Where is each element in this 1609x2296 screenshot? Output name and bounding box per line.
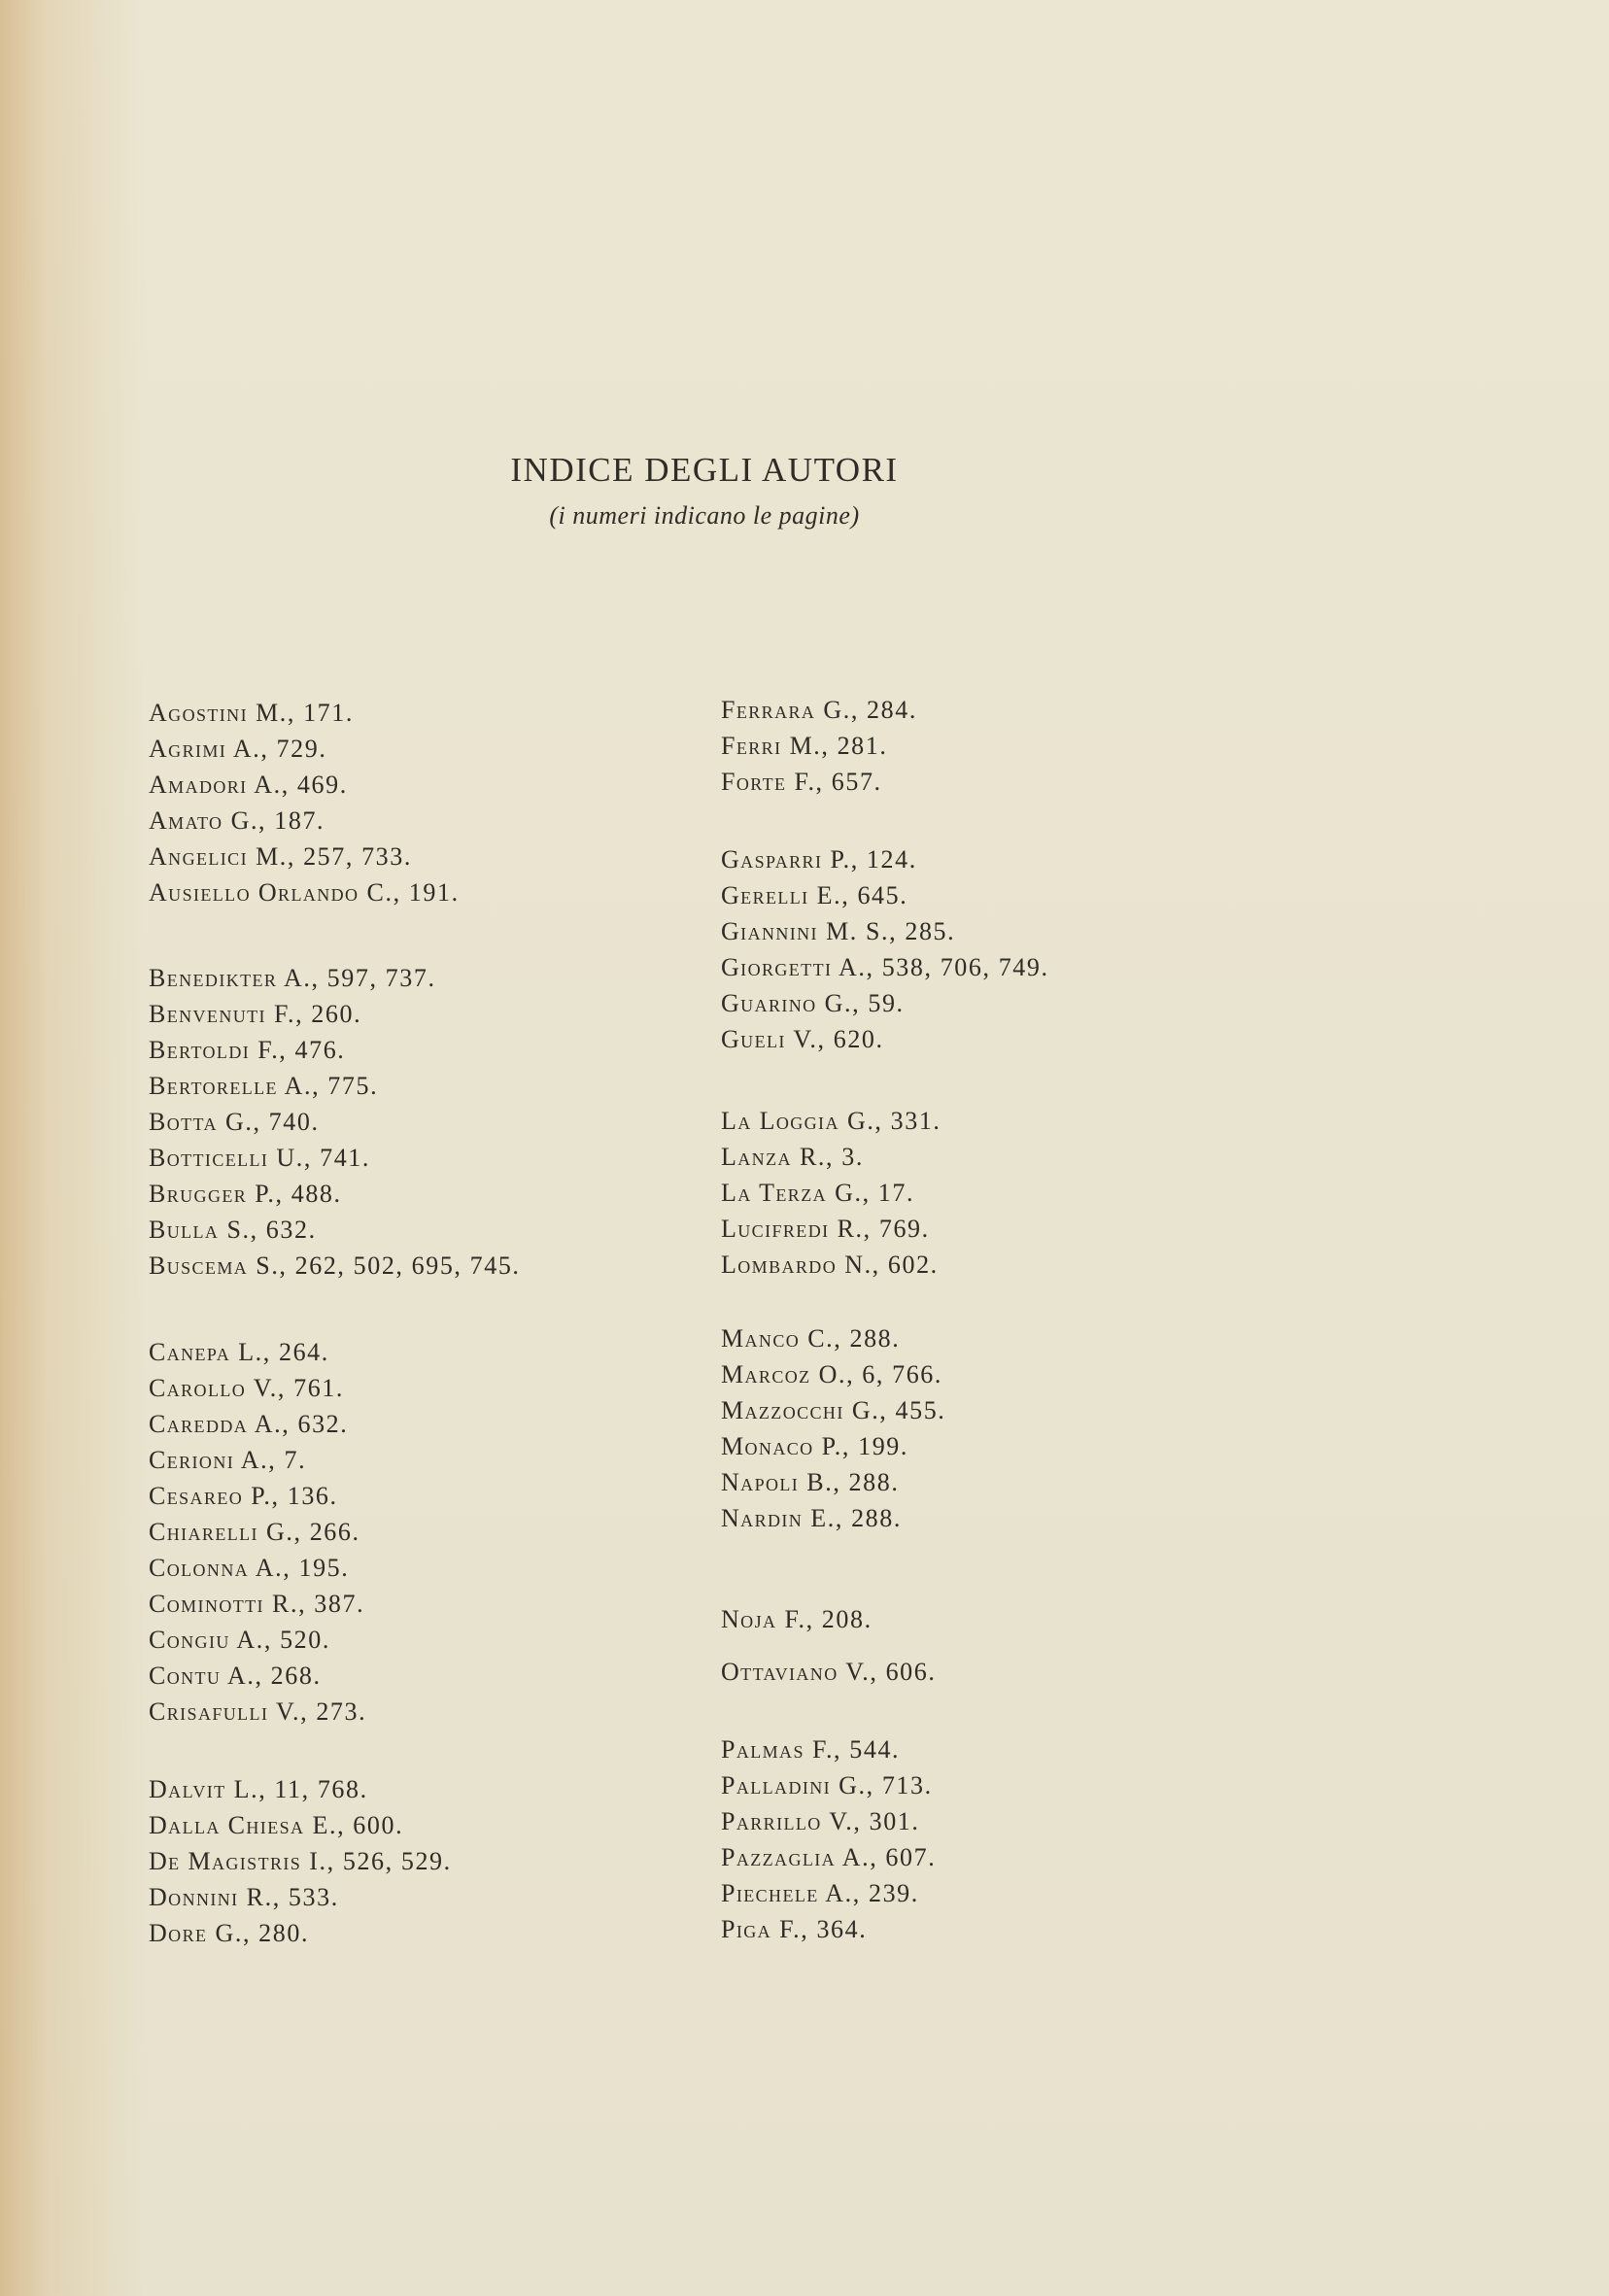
index-entry	[721, 764, 917, 800]
author-name: Palladini	[721, 1771, 832, 1799]
author-pages: V., 301.	[821, 1807, 920, 1835]
author-pages: G., 266.	[257, 1518, 360, 1546]
author-name: Ferri	[721, 732, 782, 760]
index-group-l	[721, 1103, 941, 1283]
author-pages: A., 520.	[229, 1626, 330, 1654]
index-entry	[721, 949, 1049, 985]
index-entry	[149, 1176, 521, 1212]
index-entry	[149, 1104, 521, 1140]
index-entry	[721, 1021, 1049, 1057]
index-group-o	[721, 1654, 936, 1690]
index-group-n	[721, 1601, 873, 1637]
index-entry	[149, 1771, 452, 1807]
author-name: Gueli	[721, 1025, 786, 1053]
author-name: Cominotti	[149, 1590, 264, 1618]
index-group-m	[721, 1320, 945, 1536]
index-entry	[721, 1428, 945, 1464]
author-pages: F., 260.	[265, 1000, 362, 1028]
author-name: Brugger	[149, 1180, 248, 1208]
author-name: Bertoldi	[149, 1036, 251, 1064]
author-name: Pazzaglia	[721, 1843, 837, 1871]
author-name: Dalvit	[149, 1775, 226, 1803]
index-entry	[721, 877, 1049, 913]
author-name: Congiu	[149, 1626, 230, 1654]
index-entry	[149, 731, 460, 767]
author-pages: A., 7.	[234, 1446, 307, 1474]
index-entry	[721, 1103, 941, 1139]
author-pages: A., 607.	[836, 1843, 937, 1871]
index-entry	[721, 1464, 945, 1500]
index-group-f	[721, 692, 917, 800]
author-name: Buscema	[149, 1251, 249, 1280]
index-entry	[149, 839, 460, 874]
index-entry	[149, 960, 521, 996]
index-group-d	[149, 1771, 452, 1951]
author-name: Botta	[149, 1108, 218, 1136]
index-entry	[149, 1032, 521, 1068]
author-name: Nardin	[721, 1504, 804, 1532]
author-pages: G., 740.	[217, 1108, 320, 1136]
author-pages: M., 257, 733.	[247, 842, 412, 871]
index-group-c	[149, 1334, 366, 1730]
index-entry	[149, 695, 460, 731]
author-pages: F., 476.	[250, 1036, 346, 1064]
author-name: Mazzocchi	[721, 1396, 844, 1424]
index-entry	[721, 1211, 941, 1247]
author-name: Lombardo	[721, 1251, 838, 1279]
author-pages: M., 171.	[247, 699, 354, 727]
author-name: Parrillo	[721, 1807, 822, 1835]
author-pages: G., 455.	[843, 1396, 946, 1424]
author-name: Giorgetti	[721, 953, 833, 981]
index-entry	[721, 692, 917, 728]
page-subtitle: (i numeri indicano le pagine)	[549, 501, 860, 530]
author-pages: F., 208.	[776, 1605, 873, 1633]
author-pages: A., 775.	[277, 1072, 379, 1100]
author-pages: O., 6, 766.	[810, 1360, 943, 1388]
author-pages: P., 136.	[243, 1482, 338, 1510]
author-pages: L., 264.	[230, 1338, 329, 1366]
author-pages: G., 280.	[207, 1919, 310, 1947]
author-name: Ottaviano	[721, 1658, 839, 1686]
author-pages: G., 187.	[223, 806, 325, 835]
index-entry	[721, 1175, 941, 1211]
author-name: Benvenuti	[149, 1000, 266, 1028]
author-pages: R., 533.	[238, 1883, 339, 1911]
index-entry	[149, 1586, 366, 1622]
author-pages: A., 729.	[226, 735, 327, 763]
author-name: Guarino	[721, 989, 817, 1017]
author-pages: N., 602.	[837, 1251, 939, 1279]
page-title: INDICE DEGLI AUTORI	[510, 451, 899, 489]
author-pages: V., 761.	[246, 1374, 344, 1402]
author-pages: M. S., 285.	[817, 917, 956, 945]
author-name: Cesareo	[149, 1482, 244, 1510]
index-entry	[149, 1478, 366, 1514]
author-name: Gasparri	[721, 845, 823, 874]
author-pages: G., 59.	[816, 989, 905, 1017]
index-entry	[149, 1807, 452, 1843]
index-entry	[721, 1654, 936, 1690]
index-entry	[149, 1370, 366, 1406]
index-group-g	[721, 841, 1049, 1057]
author-name: Monaco	[721, 1432, 814, 1460]
author-pages: R., 3.	[791, 1143, 864, 1171]
author-name: Ferrara	[721, 696, 816, 724]
author-name: La Loggia	[721, 1107, 839, 1135]
index-entry	[149, 1406, 366, 1442]
author-name: Donnini	[149, 1883, 239, 1911]
author-name: Botticelli	[149, 1144, 269, 1172]
author-pages: A., 597, 737.	[277, 964, 436, 992]
author-name: Cerioni	[149, 1446, 235, 1474]
author-name: Colonna	[149, 1554, 250, 1582]
author-name: Dalla Chiesa	[149, 1811, 305, 1839]
author-name: Gerelli	[721, 881, 809, 909]
author-name: Dore	[149, 1919, 208, 1947]
index-group-a	[149, 695, 460, 910]
index-entry	[149, 1442, 366, 1478]
author-pages: E., 600.	[304, 1811, 404, 1839]
index-entry	[721, 1601, 873, 1637]
author-name: Lucifredi	[721, 1215, 830, 1243]
author-pages: S., 632.	[219, 1216, 317, 1244]
index-entry	[149, 874, 460, 910]
author-name: Piga	[721, 1915, 772, 1943]
author-pages: A., 538, 706, 749.	[832, 953, 1049, 981]
index-entry	[721, 985, 1049, 1021]
index-entry	[721, 1139, 941, 1175]
author-pages: P., 488.	[247, 1180, 342, 1208]
index-entry	[721, 1356, 945, 1392]
index-entry	[149, 1514, 366, 1550]
index-entry	[149, 1694, 366, 1730]
author-pages: G., 713.	[831, 1771, 933, 1799]
index-entry	[149, 1140, 521, 1176]
index-entry	[149, 1622, 366, 1658]
author-pages: M., 281.	[781, 732, 888, 760]
index-entry	[149, 1658, 366, 1694]
author-name: Bulla	[149, 1216, 220, 1244]
author-name: Piechele	[721, 1879, 819, 1907]
author-name: La Terza	[721, 1179, 827, 1207]
author-name: Palmas	[721, 1735, 804, 1764]
index-entry	[149, 1879, 452, 1915]
author-name: Ausiello Orlando	[149, 878, 359, 907]
author-pages: V., 620.	[785, 1025, 884, 1053]
author-name: Amadori	[149, 771, 248, 799]
index-entry	[721, 728, 917, 764]
author-name: Giannini	[721, 917, 818, 945]
index-group-p	[721, 1731, 936, 1947]
author-name: Caredda	[149, 1410, 249, 1438]
index-entry	[149, 1843, 452, 1879]
author-name: Bertorelle	[149, 1072, 278, 1100]
index-entry	[149, 767, 460, 803]
author-name: Canepa	[149, 1338, 231, 1366]
author-pages: G., 331.	[839, 1107, 941, 1135]
index-entry	[721, 1767, 936, 1803]
author-pages: A., 632.	[248, 1410, 349, 1438]
author-pages: R., 769.	[829, 1215, 930, 1243]
index-entry	[149, 996, 521, 1032]
author-pages: L., 11, 768.	[225, 1775, 368, 1803]
index-group-b	[149, 960, 521, 1284]
author-name: Agrimi	[149, 735, 227, 763]
author-name: Carollo	[149, 1374, 247, 1402]
index-entry	[149, 1248, 521, 1284]
author-pages: A., 239.	[818, 1879, 919, 1907]
author-pages: B., 288.	[799, 1468, 900, 1496]
index-entry	[149, 803, 460, 839]
index-entry	[721, 1731, 936, 1767]
author-pages: I., 526, 529.	[301, 1847, 452, 1875]
author-pages: A., 268.	[221, 1662, 322, 1690]
author-name: Agostini	[149, 699, 248, 727]
author-pages: G., 284.	[815, 696, 917, 724]
index-entry	[721, 1392, 945, 1428]
author-pages: S., 262, 502, 695, 745.	[248, 1251, 521, 1280]
author-pages: F., 364.	[771, 1915, 868, 1943]
index-entry	[721, 1500, 945, 1536]
author-pages: P., 199.	[813, 1432, 909, 1460]
author-name: Noja	[721, 1605, 777, 1633]
author-name: Manco	[721, 1324, 801, 1353]
author-name: Lanza	[721, 1143, 792, 1171]
index-entry	[721, 1247, 941, 1283]
index-entry	[721, 1839, 936, 1875]
index-entry	[721, 1803, 936, 1839]
author-name: Benedikter	[149, 964, 278, 992]
author-pages: V., 606.	[838, 1658, 937, 1686]
author-name: Crisafulli	[149, 1697, 269, 1726]
author-pages: G., 17.	[827, 1179, 915, 1207]
author-name: Chiarelli	[149, 1518, 258, 1546]
author-pages: C., 191.	[359, 878, 460, 907]
author-name: Angelici	[149, 842, 248, 871]
author-pages: U., 741.	[268, 1144, 370, 1172]
author-pages: E., 645.	[808, 881, 908, 909]
author-pages: C., 288.	[800, 1324, 901, 1353]
index-entry	[149, 1915, 452, 1951]
index-entry	[149, 1550, 366, 1586]
author-name: Marcoz	[721, 1360, 811, 1388]
author-name: De Magistris	[149, 1847, 302, 1875]
index-entry	[721, 1320, 945, 1356]
author-pages: E., 288.	[803, 1504, 902, 1532]
author-pages: V., 273.	[268, 1697, 367, 1726]
author-pages: F., 657.	[786, 768, 882, 796]
author-name: Amato	[149, 806, 223, 835]
author-name: Napoli	[721, 1468, 800, 1496]
index-entry	[721, 841, 1049, 877]
index-entry	[721, 913, 1049, 949]
author-pages: A., 195.	[249, 1554, 350, 1582]
index-entry	[721, 1875, 936, 1911]
author-pages: F., 544.	[804, 1735, 901, 1764]
index-entry	[721, 1911, 936, 1947]
index-entry	[149, 1334, 366, 1370]
author-pages: P., 124.	[822, 845, 917, 874]
author-pages: A., 469.	[247, 771, 348, 799]
author-name: Contu	[149, 1662, 222, 1690]
index-entry	[149, 1068, 521, 1104]
index-entry	[149, 1212, 521, 1248]
author-pages: R., 387.	[263, 1590, 365, 1618]
author-name: Forte	[721, 768, 787, 796]
